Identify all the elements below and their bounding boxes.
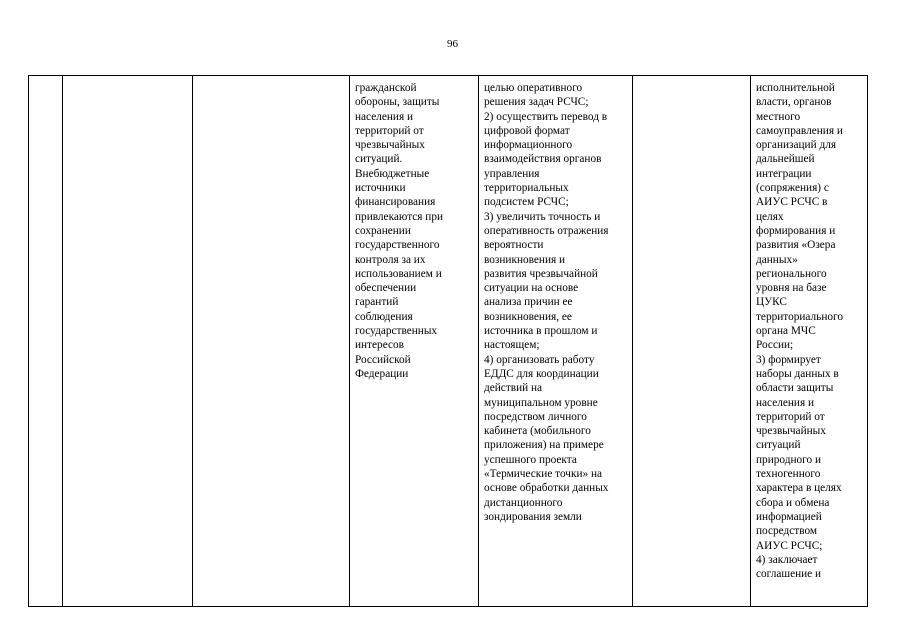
table-cell-tasks: целью оперативного решения задач РСЧС; 2) осуществить перевод в цифровой формат информационного взаимодействия органов управления территориальных подсистем РСЧС; 3) увеличить точность и оперативность отражения вероятности возникновения и развития чрезвычайной ситуации на основе анализа причин ее возникновения, ее источника в прошлом и настоящем; 4) организовать работу ЕДДС для координации действий на муниципальном уровне посредством личного кабинета (мобильного приложения) на примере успешного проекта «Термические точки» на основе обработки данных дистанционного зондирования земли [479,76,633,607]
table-cell-funding-sources: гражданской обороны, защиты населения и территорий от чрезвычайных ситуаций. Внебюджетные источники финансирования привлекаются при сохранении государственного контроля за их использованием и обеспечении гарантий соблюдения государственных интересов Российской Федерации [350,76,479,607]
table-row [29,76,868,607]
table-cell-col3 [193,76,350,607]
page-number: 96 [447,38,458,50]
table-cell-col6 [633,76,751,607]
table-cell-col2 [63,76,193,607]
document-table [28,75,868,607]
table-cell-responsibilities: исполнительной власти, органов местного самоуправления и организаций для дальнейшей интеграции (сопряжения) с АИУС РСЧС в целях формирования и развития «Озера данных» регионального уровня на базе ЦУКС территориального органа МЧС России; 3) формирует наборы данных в области защиты населения и территорий от чрезвычайных ситуаций природного и техногенного характера в целях сбора и обмена информацией посредством АИУС РСЧС; 4) заключает соглашение и [751,76,868,607]
table-cell-col1 [29,76,63,607]
